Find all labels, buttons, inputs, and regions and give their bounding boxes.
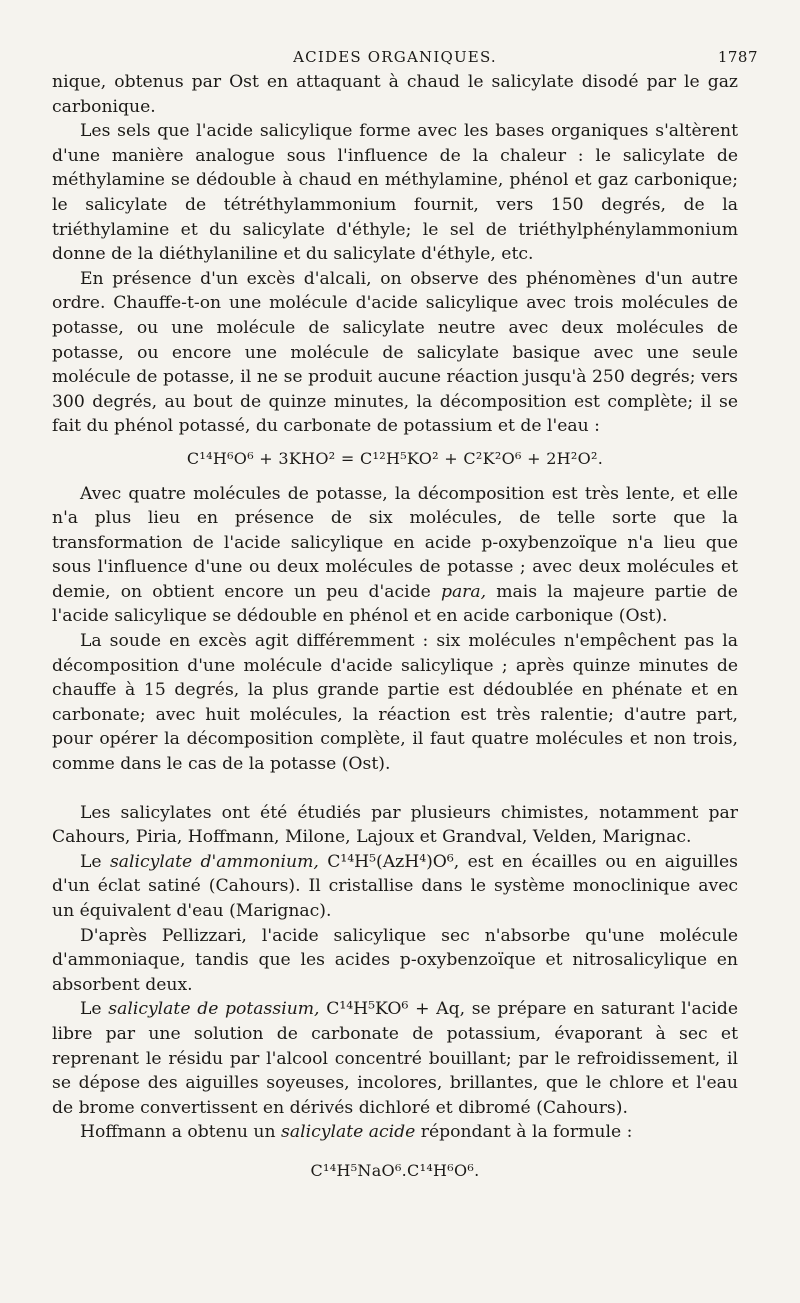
page-body bbox=[52, 70, 738, 1184]
text-run: Avec quatre molécules de potasse, la décomposition est très lente, et elle n'a plus lieu en présence de six molécules, de telle sorte que la transformation de l'acide salicylique en acide p-oxybenzoïque n'a lieu que sous l'influence d'une ou deux molécules de potasse ; avec deux molécules et demie, on obtient encore un peu d'acide bbox=[52, 483, 738, 602]
text-run: répondant à la formule : bbox=[415, 1122, 633, 1143]
page-number: 1787 bbox=[717, 48, 758, 66]
paragraph: La soude en excès agit différemment : six molécules n'empêchent pas la décomposition d'une molécule d'acide salicylique ; après quinze minutes de chauffe à 15 degrés, la plus grande partie est dédoublée en phénate et en carbonate; avec huit molécules, la réaction est très ralentie; d'autre part, pour opérer la décomposition complète, il faut quatre molécules et non trois, comme dans le cas de la potasse (Ost). bbox=[52, 631, 738, 775]
text-run: Hoffmann a obtenu un bbox=[80, 1122, 282, 1143]
running-header bbox=[52, 44, 758, 70]
text-run: C¹⁴H⁵(AzH⁴)O⁶, est en écailles ou en aiguilles d'un éclat satiné (Cahours). Il cristallise dans le système monoclinique avec un équivalent d'eau (Marignac). bbox=[52, 851, 738, 921]
paragraph: D'après Pellizzari, l'acide salicylique sec n'absorbe qu'une molécule d'ammoniaque, tandis que les acides p-oxybenzoïque et nitrosalicylique en absorbent deux. bbox=[52, 925, 738, 995]
italic-term: salicylate de potassium, bbox=[108, 999, 320, 1020]
italic-term: salicylate acide bbox=[281, 1122, 416, 1143]
paragraph: En présence d'un excès d'alcali, on observe des phénomènes d'un autre ordre. Chauffe-t-on une molécule d'acide salicylique avec trois molécules de potasse, ou une molécule de salicylate neutre avec deux molécules de potasse, ou encore une molécule de salicylate basique avec une seule molécule de potasse, il ne se produit aucune réaction jusqu'à 250 degrés; vers 300 degrés, au bout de quinze minutes, la décomposition est complète; il se fait du phénol potassé, du carbonate de potassium et de l'eau : bbox=[52, 268, 738, 437]
text-run: Le bbox=[80, 851, 110, 872]
paragraph bbox=[52, 997, 738, 1120]
running-title: ACIDES ORGANIQUES. bbox=[293, 48, 497, 66]
italic-term: salicylate d'ammonium, bbox=[109, 851, 319, 872]
chemical-equation: C¹⁴H⁶O⁶ + 3KHO² = C¹²H⁵KO² + C²K²O⁶ + 2H²O². bbox=[186, 448, 604, 468]
section-spacer bbox=[52, 777, 738, 801]
text-run: Le bbox=[80, 999, 109, 1020]
paragraph bbox=[52, 1120, 738, 1145]
paragraph bbox=[52, 482, 738, 630]
text-run: mais la majeure partie de l'acide salicylique se dédouble en phénol et en acide carbonique (Ost). bbox=[52, 581, 738, 627]
text-run: C¹⁴H⁵KO⁶ + Aq, se prépare en saturant l'acide libre par une solution de carbonate de potassium, évaporant à sec et reprenant le résidu par l'alcool concentré bouillant; par le refroidissement, il se dépose des aiguilles soyeuses, incolores, brillantes, que le chlore et l'eau de brome convertissent en dérivés dichloré et dibromé (Cahours). bbox=[52, 999, 738, 1118]
paragraph: Les sels que l'acide salicylique forme avec les bases organiques s'altèrent d'une manière analogue sous l'influence de la chaleur : le salicylate de méthylamine se dédouble à chaud en méthylamine, phénol et gaz carbonique; le salicylate de tétréthylammonium fournit, vers 150 degrés, de la triéthylamine et du salicylate d'éthyle; le sel de triéthylphénylammonium donne de la diéthylaniline et du salicylate d'éthyle, etc. bbox=[52, 121, 738, 265]
paragraph: Les salicylates ont été étudiés par plusieurs chimistes, notamment par Cahours, Piria, Hoffmann, Milone, Lajoux et Grandval, Velden, Marignac. bbox=[52, 802, 738, 848]
paragraph: nique, obtenus par Ost en attaquant à chaud le salicylate disodé par le gaz carbonique. bbox=[52, 72, 738, 117]
italic-term: para, bbox=[440, 581, 487, 602]
paragraph bbox=[52, 850, 738, 924]
chemical-formula: C¹⁴H⁵NaO⁶.C¹⁴H⁶O⁶. bbox=[310, 1160, 480, 1180]
